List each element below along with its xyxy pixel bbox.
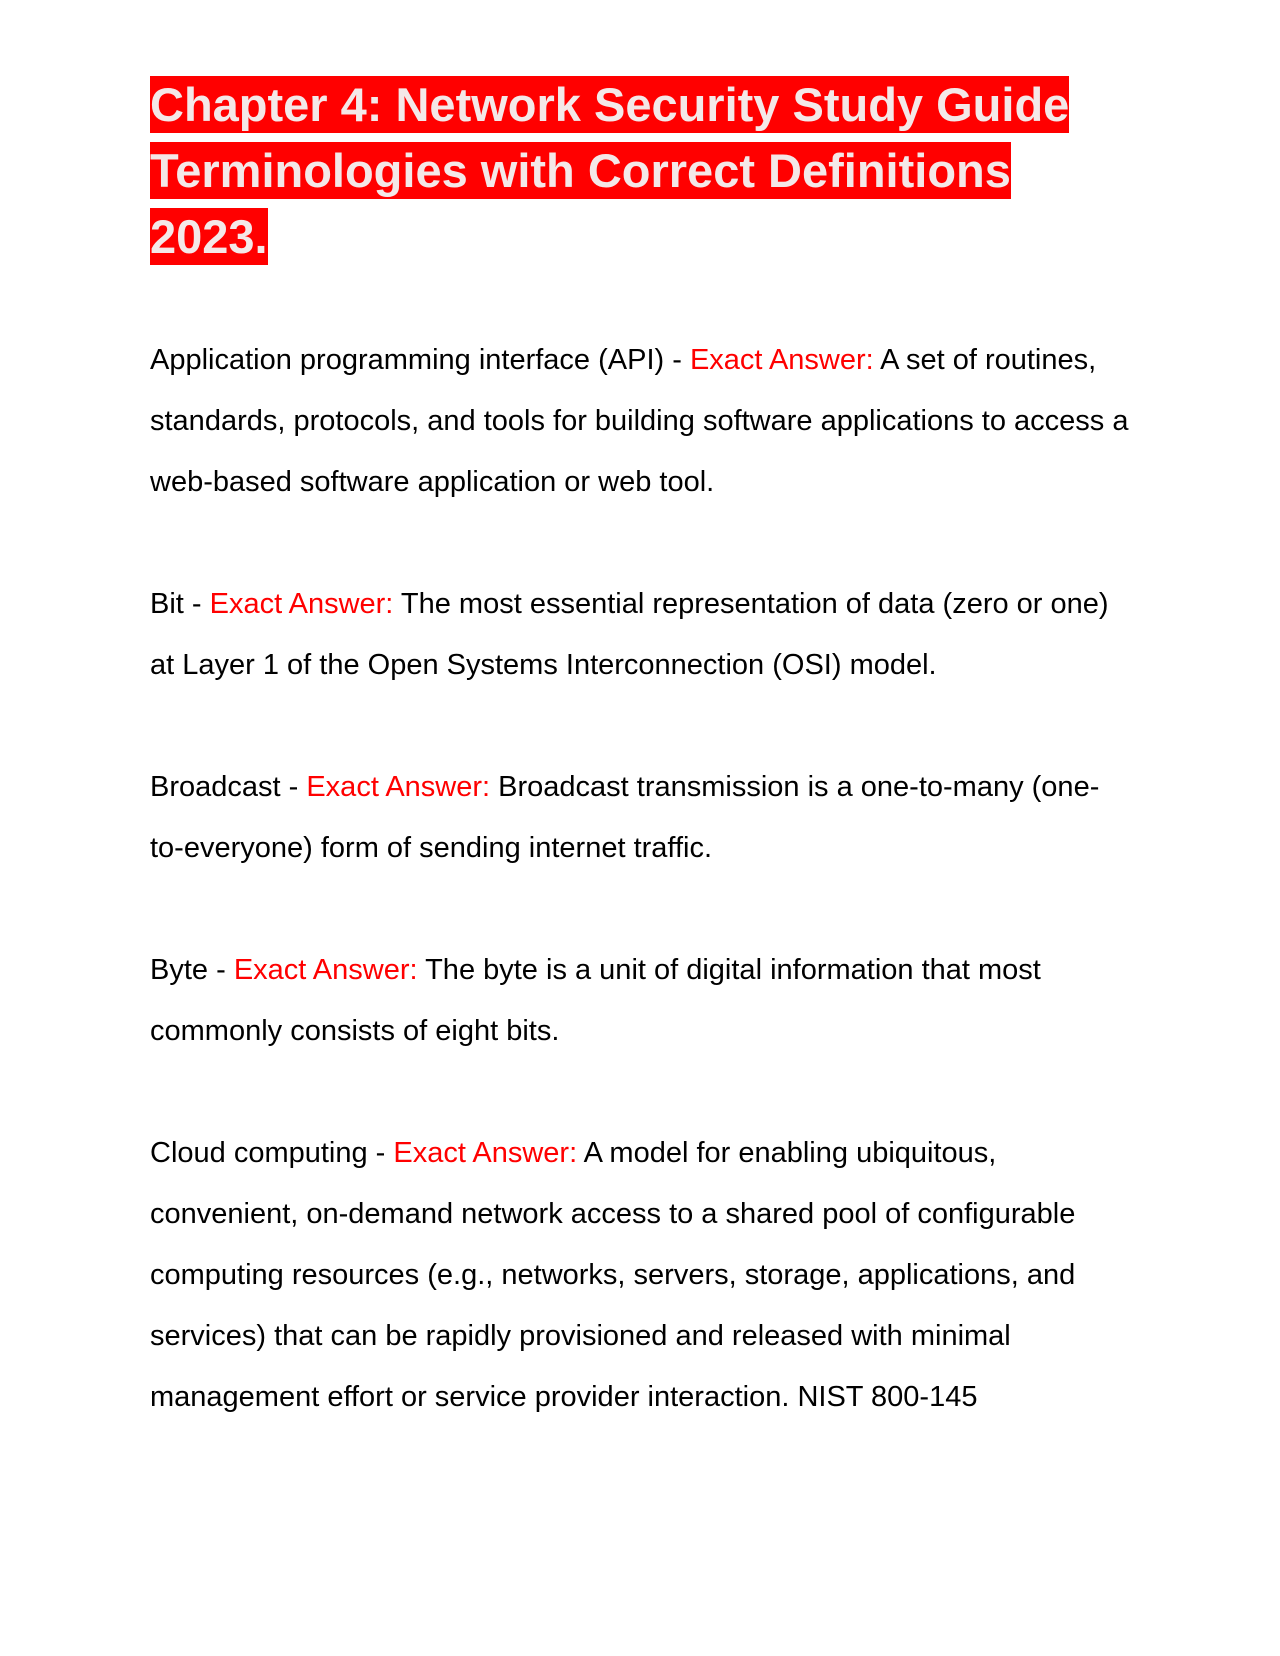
term: Application programming interface (API) -	[150, 344, 690, 376]
term: Cloud computing -	[150, 1137, 394, 1169]
document-title	[150, 72, 1110, 270]
definitions-list	[150, 330, 1130, 1489]
definition-entry-cloud-computing	[150, 1123, 1130, 1428]
term: Broadcast -	[150, 771, 307, 803]
definition-entry-api	[150, 330, 1130, 513]
exact-answer-label: Exact Answer:	[689, 344, 874, 376]
exact-answer-label: Exact Answer:	[209, 588, 394, 620]
definition-entry-bit	[150, 574, 1130, 696]
definition-entry-byte	[150, 940, 1130, 1062]
exact-answer-label: Exact Answer:	[233, 954, 418, 986]
exact-answer-label: Exact Answer:	[393, 1137, 578, 1169]
definition: A set of routines, standards, protocols, and tools for building software applications to access a web-based software application or web tool.	[150, 344, 1129, 498]
definition: The byte is a unit of digital information that most commonly consists of eight bits.	[150, 954, 1041, 1047]
definition-entry-broadcast	[150, 757, 1130, 879]
term: Bit -	[150, 588, 210, 620]
exact-answer-label: Exact Answer:	[306, 771, 491, 803]
title-highlight: Chapter 4: Network Security Study Guide Terminologies with Correct Definitions 2023.	[150, 78, 1070, 263]
definition: The most essential representation of data (zero or one) at Layer 1 of the Open Systems Interconnection (OSI) model.	[150, 588, 1109, 681]
definition: A model for enabling ubiquitous, convenient, on-demand network access to a shared pool of configurable computing resources (e.g., networks, servers, storage, applications, and services) that can be rapidly provisioned and released with minimal management effort or service provider interaction. NIST 800-145	[150, 1137, 1076, 1413]
definition: Broadcast transmission is a one-to-many (one-to-everyone) form of sending internet traffic.	[150, 771, 1100, 864]
term: Byte -	[150, 954, 234, 986]
